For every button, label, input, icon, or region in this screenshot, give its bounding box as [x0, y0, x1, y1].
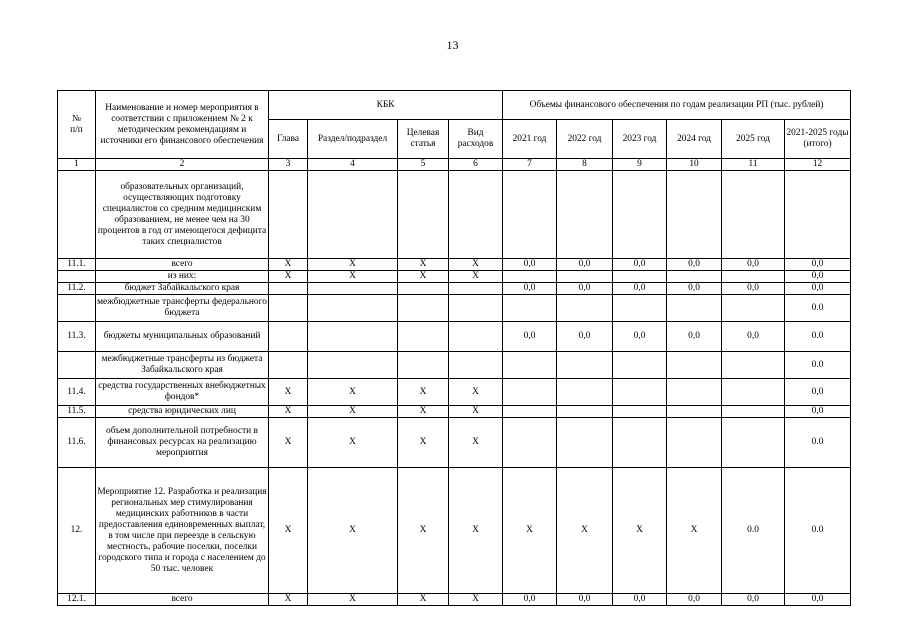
table-row: [58, 406, 851, 418]
row-cell: 0,0: [667, 594, 722, 606]
table-row: [58, 171, 851, 259]
row-name: средства юридических лиц: [96, 406, 269, 418]
row-name: из них:: [96, 271, 269, 283]
row-cell: [503, 171, 557, 259]
row-cell: [613, 271, 667, 283]
table-row: [58, 322, 851, 352]
row-cell: [557, 418, 613, 468]
row-cell: X: [398, 406, 449, 418]
header-glava: Глава: [269, 120, 308, 159]
row-name: межбюджетные трансферты федерального бюджета: [96, 295, 269, 322]
col-number: 5: [398, 159, 449, 171]
row-cell: [398, 171, 449, 259]
row-cell: 0.0: [722, 468, 785, 594]
row-cell: [613, 406, 667, 418]
row-cell: [722, 379, 785, 406]
row-cell: [667, 406, 722, 418]
header-volumes: Объемы финансового обеспечения по годам реализации РП (тыс. рублей): [503, 91, 851, 120]
row-cell: 0.0: [785, 418, 851, 468]
header-vid: Вид расходов: [449, 120, 503, 159]
row-cell: X: [398, 379, 449, 406]
table-row: [58, 418, 851, 468]
row-cell: X: [557, 468, 613, 594]
row-cell: [722, 271, 785, 283]
row-cell: X: [308, 418, 398, 468]
row-cell: X: [449, 271, 503, 283]
row-cell: [449, 171, 503, 259]
row-cell: X: [449, 594, 503, 606]
row-cell: [557, 406, 613, 418]
row-cell: [667, 295, 722, 322]
row-cell: [269, 352, 308, 379]
row-cell: 0,0: [613, 594, 667, 606]
col-number: 7: [503, 159, 557, 171]
row-cell: [667, 418, 722, 468]
row-cell: X: [269, 406, 308, 418]
row-number: [58, 271, 96, 283]
header-year: 2021 год: [503, 120, 557, 159]
table-row: [58, 295, 851, 322]
row-cell: [398, 283, 449, 295]
col-number: 9: [613, 159, 667, 171]
row-cell: [785, 171, 851, 259]
header-razdel: Раздел/подраздел: [308, 120, 398, 159]
row-cell: [722, 171, 785, 259]
row-cell: [722, 352, 785, 379]
row-cell: X: [503, 468, 557, 594]
row-cell: X: [667, 468, 722, 594]
row-cell: 0,0: [613, 283, 667, 295]
row-number: 11.2.: [58, 283, 96, 295]
table-row: [58, 259, 851, 271]
row-number: [58, 295, 96, 322]
col-number: 2: [96, 159, 269, 171]
row-cell: [667, 271, 722, 283]
row-cell: 0,0: [785, 594, 851, 606]
row-cell: 0.0: [785, 322, 851, 352]
row-cell: [308, 295, 398, 322]
row-cell: X: [308, 271, 398, 283]
row-cell: 0,0: [557, 594, 613, 606]
row-cell: [398, 295, 449, 322]
header-name: Наименование и номер мероприятия в соответствии с приложением № 2 к методическим рекомендациям и источники его финансового обеспечения: [96, 91, 269, 159]
row-cell: X: [308, 379, 398, 406]
row-cell: [667, 379, 722, 406]
row-cell: [503, 379, 557, 406]
row-cell: [269, 295, 308, 322]
row-cell: [398, 322, 449, 352]
row-cell: X: [269, 468, 308, 594]
table-row: [58, 352, 851, 379]
col-number: 4: [308, 159, 398, 171]
row-number: 11.1.: [58, 259, 96, 271]
row-cell: X: [398, 271, 449, 283]
row-number: 11.5.: [58, 406, 96, 418]
row-cell: [613, 352, 667, 379]
table-body: [58, 171, 851, 606]
row-cell: [613, 171, 667, 259]
row-cell: X: [449, 379, 503, 406]
row-cell: [613, 418, 667, 468]
row-cell: X: [269, 418, 308, 468]
row-cell: X: [269, 259, 308, 271]
row-cell: [308, 322, 398, 352]
row-cell: 0,0: [613, 322, 667, 352]
row-cell: X: [613, 468, 667, 594]
col-number: 10: [667, 159, 722, 171]
row-cell: X: [398, 418, 449, 468]
row-cell: [557, 271, 613, 283]
col-number: 6: [449, 159, 503, 171]
header-kbk: КБК: [269, 91, 503, 120]
row-cell: 0,0: [667, 259, 722, 271]
row-cell: 0,0: [503, 283, 557, 295]
row-number: 12.: [58, 468, 96, 594]
row-cell: [398, 352, 449, 379]
row-name: средства государственных внебюджетных фондов*: [96, 379, 269, 406]
row-cell: X: [308, 594, 398, 606]
row-cell: 0,0: [667, 283, 722, 295]
row-name: всего: [96, 594, 269, 606]
row-name: межбюджетные трансферты из бюджета Забайкальского края: [96, 352, 269, 379]
row-cell: 0,0: [503, 322, 557, 352]
table-row: [58, 271, 851, 283]
row-cell: [308, 283, 398, 295]
row-cell: [667, 171, 722, 259]
row-cell: X: [449, 468, 503, 594]
header-year-total: 2021-2025 годы (итого): [785, 120, 851, 159]
row-cell: 0,0: [722, 322, 785, 352]
row-cell: [667, 352, 722, 379]
row-cell: [449, 283, 503, 295]
col-number: 3: [269, 159, 308, 171]
row-cell: [557, 171, 613, 259]
row-cell: 0,0: [785, 259, 851, 271]
row-cell: X: [449, 406, 503, 418]
row-cell: X: [269, 271, 308, 283]
row-cell: [722, 418, 785, 468]
row-number: 12.1.: [58, 594, 96, 606]
row-number: [58, 171, 96, 259]
row-cell: 0,0: [667, 322, 722, 352]
row-cell: X: [398, 594, 449, 606]
row-cell: [613, 379, 667, 406]
row-cell: X: [308, 468, 398, 594]
row-name: всего: [96, 259, 269, 271]
table-row: [58, 379, 851, 406]
row-number: 11.6.: [58, 418, 96, 468]
row-cell: [613, 295, 667, 322]
financing-table: [57, 90, 851, 606]
header-tsel: Целевая статья: [398, 120, 449, 159]
row-cell: 0,0: [557, 259, 613, 271]
col-number: 12: [785, 159, 851, 171]
row-cell: [308, 352, 398, 379]
row-name: бюджет Забайкальского края: [96, 283, 269, 295]
row-cell: [269, 171, 308, 259]
row-cell: 0,0: [722, 594, 785, 606]
row-name: Мероприятие 12. Разработка и реализация региональных мер стимулирования медицинских работников в части предоставления единовременных выплат, в том числе при переезде в сельскую местность, рабочие поселки, поселки городского типа и города с населением до 50 тыс. человек: [96, 468, 269, 594]
row-cell: 0,0: [503, 259, 557, 271]
row-cell: X: [308, 406, 398, 418]
row-cell: [449, 295, 503, 322]
row-cell: X: [449, 259, 503, 271]
row-cell: [722, 295, 785, 322]
row-number: [58, 352, 96, 379]
row-number: 11.3.: [58, 322, 96, 352]
column-number-row: [58, 159, 851, 171]
row-cell: 0,0: [722, 259, 785, 271]
page-number: 13: [446, 38, 459, 52]
row-cell: X: [308, 259, 398, 271]
row-cell: 0,0: [785, 406, 851, 418]
row-cell: [503, 418, 557, 468]
row-cell: 0,0: [613, 259, 667, 271]
row-cell: [503, 295, 557, 322]
row-cell: [503, 406, 557, 418]
row-name: бюджеты муниципальных образований: [96, 322, 269, 352]
row-cell: 0,0: [785, 271, 851, 283]
row-cell: [722, 406, 785, 418]
row-cell: [503, 271, 557, 283]
row-cell: [557, 352, 613, 379]
row-cell: [308, 171, 398, 259]
header-num: № п/п: [58, 91, 96, 159]
row-cell: 0.0: [785, 352, 851, 379]
row-cell: 0,0: [785, 283, 851, 295]
row-cell: 0.0: [785, 468, 851, 594]
row-cell: X: [269, 594, 308, 606]
row-cell: [557, 379, 613, 406]
row-cell: X: [398, 468, 449, 594]
row-cell: [449, 322, 503, 352]
row-name: образовательных организаций, осуществляющих подготовку специалистов со средним медицинским образованием, не менее чем на 30 процентов в год от имеющегося дефицита таких специалистов: [96, 171, 269, 259]
row-cell: X: [269, 379, 308, 406]
header-year: 2022 год: [557, 120, 613, 159]
row-cell: 0,0: [722, 283, 785, 295]
col-number: 11: [722, 159, 785, 171]
row-cell: [269, 322, 308, 352]
row-cell: 0,0: [785, 379, 851, 406]
row-cell: 0,0: [557, 322, 613, 352]
col-number: 1: [58, 159, 96, 171]
row-cell: X: [398, 259, 449, 271]
header-year: 2024 год: [667, 120, 722, 159]
header-year: 2025 год: [722, 120, 785, 159]
header-year: 2023 год: [613, 120, 667, 159]
row-cell: [503, 352, 557, 379]
row-cell: 0.0: [785, 295, 851, 322]
col-number: 8: [557, 159, 613, 171]
row-number: 11.4.: [58, 379, 96, 406]
row-name: объем дополнительной потребности в финансовых ресурсах на реализацию мероприятия: [96, 418, 269, 468]
row-cell: X: [449, 418, 503, 468]
table-row: [58, 594, 851, 606]
row-cell: 0,0: [503, 594, 557, 606]
row-cell: 0,0: [557, 283, 613, 295]
table-row: [58, 283, 851, 295]
table-row: [58, 468, 851, 594]
row-cell: [557, 295, 613, 322]
row-cell: [269, 283, 308, 295]
row-cell: [449, 352, 503, 379]
